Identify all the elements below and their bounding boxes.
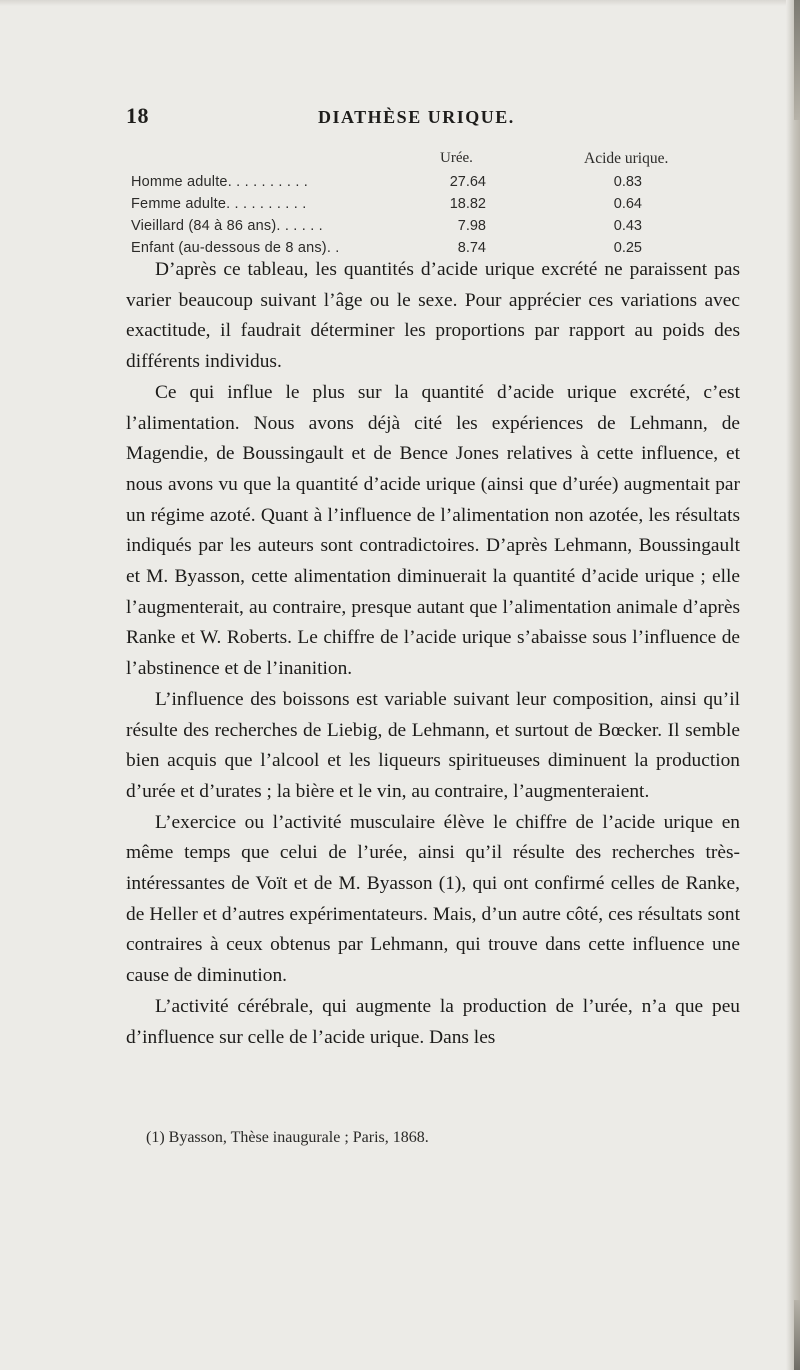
row-label: Vieillard (84 à 86 ans). . . . . . — [131, 218, 323, 234]
row-acid-value: 0.83 — [613, 174, 642, 190]
footnote: (1) Byasson, Thèse inaugurale ; Paris, 1868. — [146, 1129, 429, 1146]
paragraph-muscular-activity: L’exercice ou l’activité musculaire élève le chiffre de l’acide urique en même temps que celui de l’urée, ainsi qu’il résulte des recherches très-intéressantes de Voït et de M. Byasson (1), qui ont confirmé celles de Ranke, de Heller et d’autres expérimentateurs. Mais, d’un autre côté, ces résultats sont contraires à ceux obtenus par Lehmann, qui trouve dans cette influence une cause de diminution. — [126, 811, 740, 987]
paragraph-cerebral-activity: L’activité cérébrale, qui augmente la production de l’urée, n’a que peu d’influence sur celle de l’acide urique. Dans les — [126, 995, 740, 1048]
row-urea-value: 8.74 — [457, 240, 486, 256]
row-urea-value: 7.98 — [457, 218, 486, 234]
row-label: Enfant (au-dessous de 8 ans). . — [131, 240, 340, 256]
row-acid-value: 0.43 — [613, 218, 642, 234]
page-corner-shadow-bottom — [794, 1300, 800, 1370]
row-urea-value: 27.64 — [449, 174, 486, 190]
row-urea-value: 18.82 — [449, 196, 486, 212]
table-header-urea: Urée. — [440, 150, 473, 166]
table-row — [0, 174, 800, 196]
page-top-edge — [0, 0, 800, 6]
page-corner-shadow-top — [794, 0, 800, 120]
paragraph-beverages: L’influence des boissons est variable suivant leur composition, ainsi qu’il résulte des recherches de Liebig, de Lehmann, et surtout de Bœcker. Il semble bien acquis que l’alcool et les liqueurs spiritueuses diminuent la production d’urée et d’urates ; la bière et le vin, au contraire, l’augmenteraient. — [126, 688, 740, 802]
paragraph-age-sex: D’après ce tableau, les quantités d’acide urique excrété ne paraissent pas varier beaucoup suivant l’âge ou le sexe. Pour apprécier ces variations avec exactitude, il faudrait déterminer les proportions par rapport au poids des différents individus. — [126, 259, 740, 373]
table-header-uric-acid: Acide urique. — [584, 150, 669, 167]
row-label: Homme adulte. . . . . . . . . . — [131, 174, 309, 190]
row-acid-value: 0.25 — [613, 240, 642, 256]
running-head: DIATHÈSE URIQUE. — [318, 107, 515, 127]
body-text — [126, 255, 740, 1053]
row-label: Femme adulte. . . . . . . . . . — [131, 196, 307, 212]
table-row — [0, 196, 800, 218]
table-row — [0, 218, 800, 240]
paragraph-alimentation: Ce qui influe le plus sur la quantité d’acide urique excrété, c’est l’alimentation. Nous avons déjà cité les expériences de Lehmann, de Magendie, de Boussingault et de Bence Jones relatives à cette influence, et nous avons vu que la quantité d’acide urique (ainsi que d’urée) augmentait par un régime azoté. Quant à l’influence de l’alimentation non azotée, les résultats indiqués par les auteurs sont contradictoires. D’après Lehmann, Boussingault et M. Byasson, cette alimentation diminuerait la quantité d’acide urique ; elle l’augmenterait, au contraire, presque autant que l’alimentation animale d’après Ranke et W. Roberts. Le chiffre de l’acide urique s’abaisse sous l’influence de l’abstinence et de l’inanition. — [126, 381, 740, 680]
row-acid-value: 0.64 — [613, 196, 642, 212]
page-number: 18 — [126, 103, 149, 128]
page-header — [0, 103, 800, 135]
